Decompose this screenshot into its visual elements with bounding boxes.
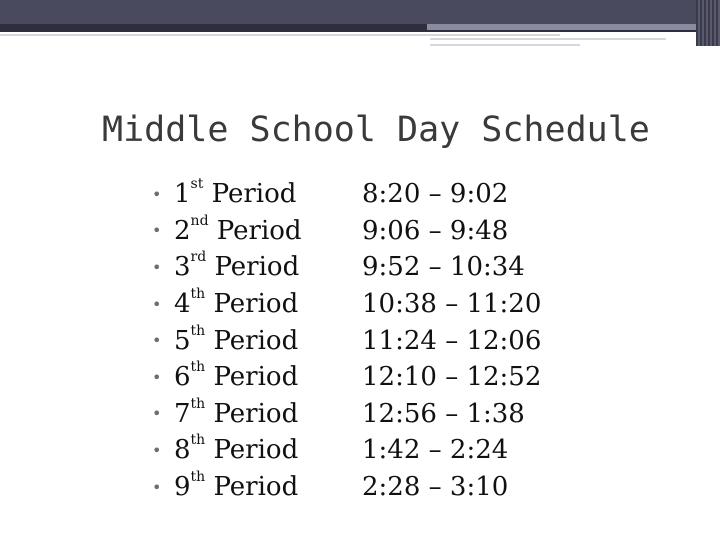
- bullet-icon: •: [152, 367, 162, 387]
- bullet-icon: •: [152, 257, 162, 277]
- header-divider-line: [0, 34, 560, 36]
- period-label: 7th Period: [174, 395, 299, 429]
- period-label: 6th Period: [174, 359, 299, 393]
- period-label: 1st Period: [174, 176, 297, 210]
- period-time: 12:56 – 1:38: [362, 398, 525, 429]
- bullet-icon: •: [152, 221, 162, 241]
- bullet-icon: •: [152, 331, 162, 351]
- header-highlight: [427, 24, 707, 30]
- schedule-row: [152, 249, 572, 286]
- period-time: 9:52 – 10:34: [362, 252, 525, 283]
- bullet-icon: •: [152, 184, 162, 204]
- schedule-row: [152, 469, 572, 506]
- period-label: 2nd Period: [174, 212, 302, 246]
- period-label: 9th Period: [174, 469, 299, 503]
- schedule-row: [152, 359, 572, 396]
- bullet-icon: •: [152, 440, 162, 460]
- period-time: 2:28 – 3:10: [362, 472, 509, 503]
- period-time: 9:06 – 9:48: [362, 215, 509, 246]
- header-divider-line: [430, 38, 666, 40]
- bullet-icon: •: [152, 294, 162, 314]
- period-label: 8th Period: [174, 432, 299, 466]
- period-time: 11:24 – 12:06: [362, 325, 542, 356]
- schedule-list: [152, 176, 572, 505]
- period-label: 3rd Period: [174, 249, 300, 283]
- schedule-row: [152, 432, 572, 469]
- schedule-row: [152, 322, 572, 359]
- schedule-row: [152, 213, 572, 250]
- schedule-row: [152, 396, 572, 433]
- period-time: 1:42 – 2:24: [362, 435, 509, 466]
- period-label: 4th Period: [174, 286, 299, 320]
- header-right-accent: [696, 0, 720, 46]
- schedule-row: [152, 286, 572, 323]
- bullet-icon: •: [152, 404, 162, 424]
- period-time: 8:20 – 9:02: [362, 179, 509, 210]
- period-time: 12:10 – 12:52: [362, 362, 542, 393]
- period-label: 5th Period: [174, 322, 299, 356]
- schedule-row: [152, 176, 572, 213]
- slide-title: Middle School Day Schedule: [102, 110, 650, 150]
- header-bar: [0, 0, 720, 24]
- bullet-icon: •: [152, 477, 162, 497]
- header-divider-line: [430, 44, 580, 46]
- period-time: 10:38 – 11:20: [362, 289, 542, 320]
